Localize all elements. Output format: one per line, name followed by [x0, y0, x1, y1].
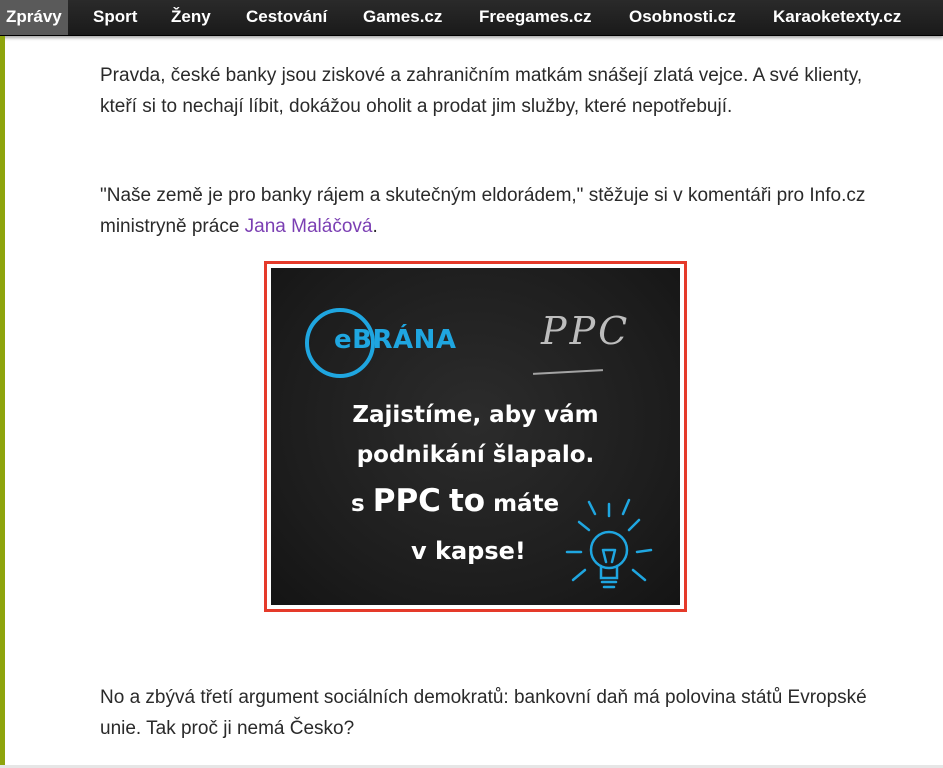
ad-word-mate: máte: [493, 491, 560, 517]
top-navigation: [0, 0, 943, 36]
ad-headline-4: v kapse!: [411, 537, 526, 565]
nav-item-karaoketexty[interactable]: Karaoketexty.cz: [773, 7, 902, 26]
nav-item-zeny[interactable]: Ženy: [171, 7, 211, 26]
ad-word-ppc: PPC: [372, 483, 441, 519]
ad-word-to: to: [448, 483, 486, 519]
left-accent-bar: [0, 36, 5, 768]
quote-text: "Naše země je pro banky rájem a skutečným eldorádem," stěžuje si v komentáři pro Info.cz ministryně práce: [100, 185, 866, 237]
ad-word-s: s: [351, 491, 365, 517]
person-link[interactable]: Jana Maláčová: [244, 216, 373, 237]
article-paragraph: Pravda, české banky jsou ziskové a zahraničním matkám snášejí zlatá vejce. A své klienty, kteří si to nechají líbit, dokážou oholit a prodat jim služby, které nepotřebují.: [100, 65, 863, 117]
nav-item-zpravy[interactable]: Zprávy: [0, 0, 68, 35]
ad-headline-1: Zajistíme, aby vám: [352, 402, 599, 428]
article-paragraph: No a zbývá třetí argument sociálních demokratů: bankovní daň má polovina států Evropské unie. Tak proč ji nemá Česko?: [100, 687, 867, 739]
nav-item-games[interactable]: Games.cz: [363, 7, 443, 26]
nav-item-osobnosti[interactable]: Osobnosti.cz: [629, 7, 736, 26]
ad-headline-3: [351, 483, 560, 520]
advertisement-frame: [264, 261, 687, 612]
nav-item-cestovani[interactable]: Cestování: [246, 7, 328, 26]
ebrana-ad-banner[interactable]: [271, 268, 680, 605]
nav-item-sport[interactable]: Sport: [93, 7, 138, 26]
ebrana-logo: eBRÁNA: [334, 325, 457, 355]
ad-headline-2: podnikání šlapalo.: [356, 442, 595, 468]
chalk-ppc-text: PPC: [541, 309, 631, 353]
nav-item-freegames[interactable]: Freegames.cz: [479, 7, 592, 26]
chalk-underline: [533, 369, 603, 375]
quote-end: .: [372, 216, 378, 237]
lightbulb-icon: [541, 490, 671, 600]
article-paragraph-quote: [100, 180, 870, 242]
